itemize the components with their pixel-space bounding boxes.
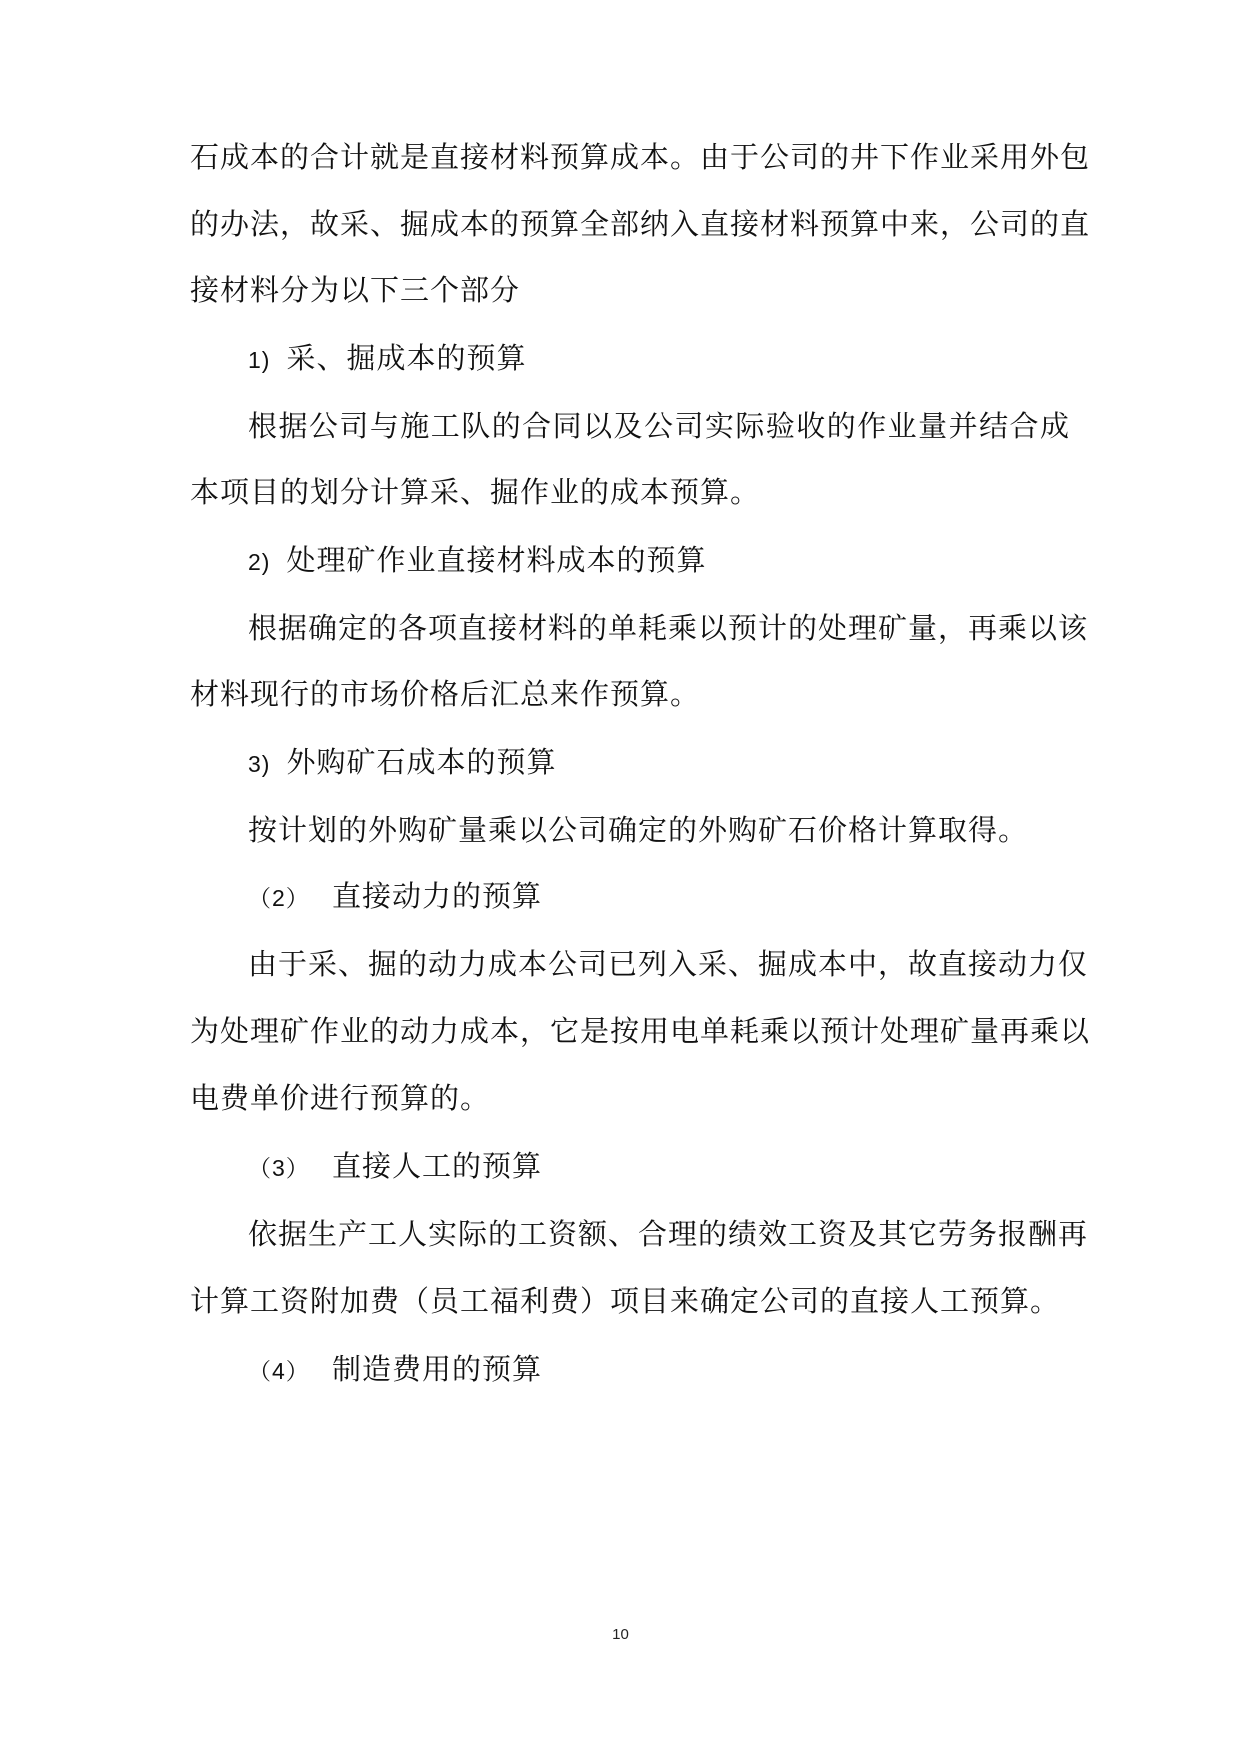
section-heading bbox=[248, 876, 1070, 918]
paragraph-line: 根据公司与施工队的合同以及公司实际验收的作业量并结合成 bbox=[248, 409, 1070, 443]
section-title: 直接人工的预算 bbox=[332, 1149, 543, 1183]
section-number: （3） bbox=[248, 1155, 310, 1181]
paragraph-line: 石成本的合计就是直接材料预算成本。由于公司的井下作业采用外包 bbox=[190, 140, 1091, 174]
paragraph-line: 电费单价进行预算的。 bbox=[190, 1081, 491, 1115]
page-number: 10 bbox=[612, 1626, 629, 1643]
paragraph-line: 按计划的外购矿量乘以公司确定的外购矿石价格计算取得。 bbox=[248, 813, 1029, 847]
paragraph-line: 由于采、掘的动力成本公司已列入采、掘成本中，故直接动力仅 bbox=[248, 947, 1089, 981]
paragraph-line: 本项目的划分计算采、掘作业的成本预算。 bbox=[190, 475, 761, 509]
section-heading bbox=[248, 1349, 1070, 1391]
paragraph-line: 依据生产工人实际的工资额、合理的绩效工资及其它劳务报酬再 bbox=[248, 1217, 1089, 1251]
heading-number: 3) bbox=[248, 751, 271, 777]
section-title: 直接动力的预算 bbox=[332, 879, 543, 913]
paragraph-line: 的办法，故采、掘成本的预算全部纳入直接材料预算中来，公司的直 bbox=[190, 207, 1091, 241]
paragraph-line: 接材料分为以下三个部分 bbox=[190, 273, 521, 307]
paragraph-line: 材料现行的市场价格后汇总来作预算。 bbox=[190, 677, 701, 711]
section-title: 制造费用的预算 bbox=[332, 1352, 543, 1386]
heading-text: 外购矿石成本的预算 bbox=[286, 745, 557, 779]
section-heading bbox=[248, 1146, 1070, 1188]
heading-text: 处理矿作业直接材料成本的预算 bbox=[286, 543, 707, 577]
section-number: （4） bbox=[248, 1358, 310, 1384]
numbered-heading bbox=[248, 338, 1070, 380]
numbered-heading bbox=[248, 742, 1070, 784]
paragraph-line: 计算工资附加费（员工福利费）项目来确定公司的直接人工预算。 bbox=[190, 1284, 1061, 1318]
heading-number: 1) bbox=[248, 347, 271, 373]
heading-number: 2) bbox=[248, 549, 271, 575]
section-number: （2） bbox=[248, 885, 310, 911]
paragraph-line: 根据确定的各项直接材料的单耗乘以预计的处理矿量，再乘以该 bbox=[248, 611, 1089, 645]
paragraph-line: 为处理矿作业的动力成本，它是按用电单耗乘以预计处理矿量再乘以 bbox=[190, 1014, 1091, 1048]
numbered-heading bbox=[248, 540, 1070, 582]
heading-text: 采、掘成本的预算 bbox=[286, 341, 527, 375]
